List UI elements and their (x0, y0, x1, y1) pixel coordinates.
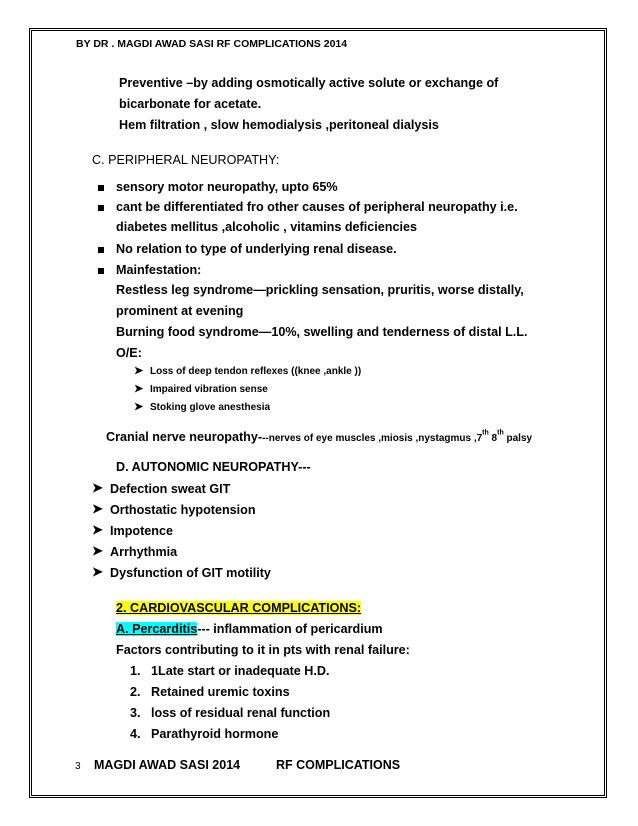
square-bullet-icon (98, 247, 104, 253)
intro-line-3: Hem filtration , slow hemodialysis ,peritoneal dialysis (119, 118, 439, 132)
pericarditis-line (116, 622, 383, 636)
peripheral-bullet-2-cont: diabetes mellitus ,alcoholic , vitamins deficiencies (116, 220, 417, 234)
arrow-bullet-icon: ➤ (92, 522, 103, 537)
peripheral-bullet-4: Mainfestation: (116, 263, 202, 277)
autonomic-item-5: Dysfunction of GIT motility (110, 566, 271, 580)
intro-line-2: bicarbonate for acetate. (119, 97, 262, 111)
cranial-sup-2: th (497, 429, 504, 437)
cranial-end: palsy (503, 433, 533, 444)
peripheral-heading: C. PERIPHERAL NEUROPATHY: (92, 153, 280, 167)
page-header: BY DR . MAGDI AWAD SASI RF COMPLICATIONS 2014 (76, 38, 348, 50)
arrow-bullet-icon: ➤ (92, 501, 103, 516)
peripheral-bullet-3: No relation to type of underlying renal disease. (116, 242, 397, 256)
footer-author: MAGDI AWAD SASI 2014 (94, 758, 241, 772)
factor-text: 1Late start or inadequate H.D. (151, 664, 330, 678)
arrow-bullet-icon: ➤ (134, 365, 144, 377)
factor-number: 4. (130, 727, 141, 741)
square-bullet-icon (98, 268, 104, 274)
manifestation-1: Restless leg syndrome—prickling sensation, pruritis, worse distally, (116, 283, 524, 297)
cranial-detail: --nerves of eye muscles ,miosis ,nystagmus ,7 (262, 433, 483, 444)
page-border (29, 28, 607, 798)
autonomic-item-4: Arrhythmia (110, 545, 178, 559)
cranial-line (106, 428, 532, 446)
sign-1: Loss of deep tendon reflexes ((knee ,ankle )) (150, 366, 362, 377)
footer-title: RF COMPLICATIONS (276, 758, 401, 772)
autonomic-heading: D. AUTONOMIC NEUROPATHY--- (116, 460, 311, 474)
autonomic-item-1: Defection sweat GIT (110, 482, 231, 496)
sign-3: Stoking glove anesthesia (150, 402, 271, 413)
factor-text: Retained uremic toxins (151, 685, 290, 699)
cranial-label: Cranial nerve neuropathy- (106, 430, 263, 444)
factors-intro: Factors contributing to it in pts with renal failure: (116, 643, 410, 657)
manifestation-2: Burning food syndrome—10%, swelling and tenderness of distal L.L. (116, 325, 528, 339)
pericarditis-label: A. Percarditis (116, 622, 198, 636)
factor-text: Parathyroid hormone (151, 727, 279, 741)
square-bullet-icon (98, 205, 104, 211)
factor-number: 2. (130, 685, 141, 699)
intro-line-1: Preventive –by adding osmotically active solute or exchange of (119, 76, 499, 90)
cranial-sup-1: th (482, 429, 489, 437)
manifestation-1-cont: prominent at evening (116, 304, 244, 318)
arrow-bullet-icon: ➤ (92, 564, 103, 579)
factor-number: 3. (130, 706, 141, 720)
cranial-mid: 8 (488, 433, 498, 444)
peripheral-bullet-1: sensory motor neuropathy, upto 65% (116, 180, 338, 194)
arrow-bullet-icon: ➤ (134, 401, 144, 413)
factor-text: loss of residual renal function (151, 706, 331, 720)
oe-label: O/E: (116, 346, 142, 360)
peripheral-bullet-2: cant be differentiated fro other causes of peripheral neuropathy i.e. (116, 200, 518, 214)
autonomic-item-2: Orthostatic hypotension (110, 503, 256, 517)
square-bullet-icon (98, 185, 104, 191)
cardio-heading-text: 2. CARDIOVASCULAR COMPLICATIONS: (116, 601, 362, 615)
sign-2: Impaired vibration sense (150, 384, 268, 395)
cardio-heading (116, 601, 361, 615)
factor-number: 1. (130, 664, 141, 678)
autonomic-item-3: Impotence (110, 524, 173, 538)
arrow-bullet-icon: ➤ (92, 480, 103, 495)
footer-page-number: 3 (75, 761, 81, 772)
arrow-bullet-icon: ➤ (92, 543, 103, 558)
pericarditis-desc: --- inflammation of pericardium (197, 622, 383, 636)
arrow-bullet-icon: ➤ (134, 383, 144, 395)
